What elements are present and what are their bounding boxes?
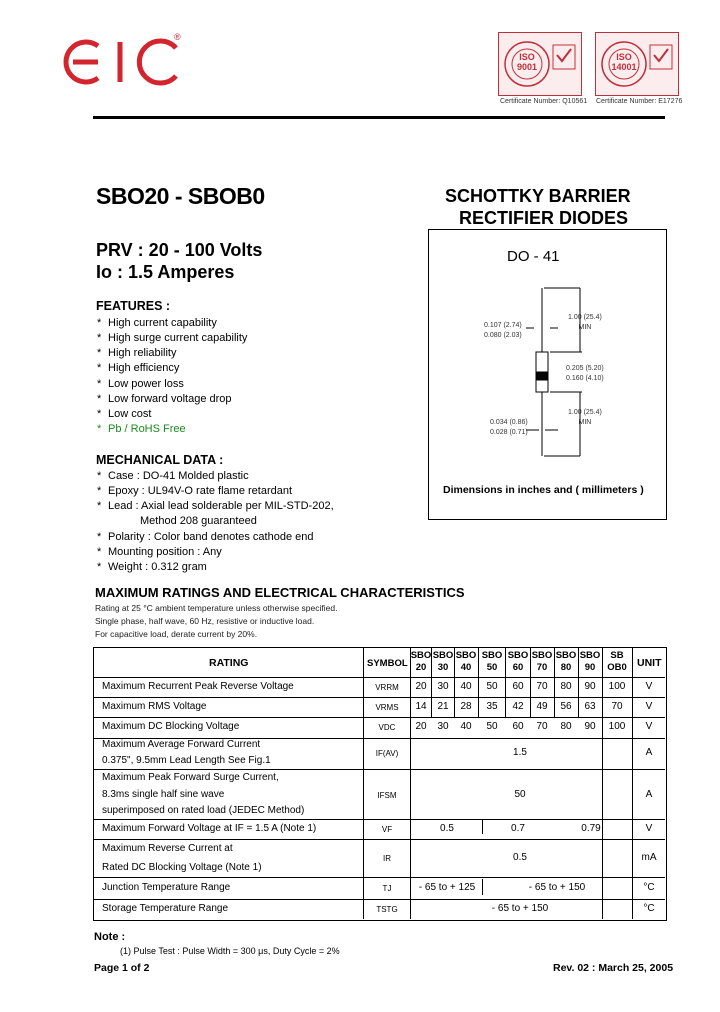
col-header-part: SBO 60: [507, 650, 529, 673]
row-label-tj: Junction Temperature Range: [102, 882, 231, 893]
package-name: DO - 41: [507, 248, 560, 265]
cell: 90: [584, 721, 596, 732]
col-header-rating: RATING: [209, 657, 249, 669]
col-header-part: SBO 20: [410, 650, 432, 673]
row-label-ir: Maximum Reverse Current at: [102, 843, 233, 854]
prv-rating: PRV : 20 - 100 Volts: [96, 240, 263, 260]
cell: 90: [584, 681, 596, 692]
ratings-note: Single phase, half wave, 60 Hz, resistive or inductive load.: [95, 616, 315, 626]
col-header-unit: UNIT: [637, 657, 662, 669]
io-rating: Io : 1.5 Amperes: [96, 262, 235, 282]
mechanical-item: * Polarity : Color band denotes cathode end: [97, 531, 314, 543]
cell: 40: [460, 721, 472, 732]
cell: 49: [536, 701, 548, 712]
symbol-vdc: VDC: [378, 723, 396, 732]
cell: 20: [415, 681, 427, 692]
mechanical-item-continued: Method 208 guaranteed: [140, 515, 257, 527]
dim-body-length: 0.205 (5.20) 0.160 (4.10): [566, 365, 604, 382]
feature-item: * Low forward voltage drop: [97, 393, 232, 405]
feature-item-rohs: * Pb / RoHS Free: [97, 423, 186, 435]
unit-vrms: V: [645, 701, 653, 712]
cell: 80: [560, 681, 572, 692]
note-heading: Note :: [94, 931, 126, 943]
ratings-note: Rating at 25 °C ambient temperature unless otherwise specified.: [95, 603, 338, 613]
col-header-part: SBO 70: [531, 650, 553, 673]
row-label-vdc: Maximum DC Blocking Voltage: [102, 721, 240, 732]
col-header-symbol: SYMBOL: [367, 658, 408, 669]
ratings-note: For capacitive load, derate current by 20%.: [95, 629, 258, 639]
unit-vf: V: [645, 823, 653, 834]
row-label-tstg: Storage Temperature Range: [102, 903, 229, 914]
symbol-ir: IR: [383, 854, 391, 863]
cell: 80: [560, 721, 572, 732]
col-header-part: SBO 80: [555, 650, 577, 673]
do41-diode-drawing: [470, 280, 650, 470]
unit-ifsm: A: [645, 789, 653, 800]
row-label-ifav: Maximum Average Forward Current: [102, 739, 261, 750]
symbol-vrms: VRMS: [375, 703, 399, 712]
revision: Rev. 02 : March 25, 2005: [553, 962, 674, 974]
feature-item: * Low power loss: [97, 378, 184, 390]
feature-item: * High efficiency: [97, 362, 180, 374]
row-label-vrrm: Maximum Recurrent Peak Reverse Voltage: [102, 681, 294, 692]
col-header-part: SBO 90: [579, 650, 601, 673]
cell: 35: [486, 701, 498, 712]
symbol-vf: VF: [381, 825, 393, 834]
mechanical-heading: MECHANICAL DATA :: [96, 453, 224, 467]
cell: 1.5: [513, 747, 527, 758]
cell: 70: [536, 681, 548, 692]
cell: 20: [415, 721, 427, 732]
page-number: Page 1 of 2: [94, 962, 150, 974]
unit-vrrm: V: [645, 681, 653, 692]
symbol-vrrm: VRRM: [375, 683, 399, 692]
cell: - 65 to + 125: [418, 882, 476, 893]
cell: 100: [608, 721, 626, 732]
dim-lead-length-top: 1.00 (25.4) MIN: [568, 314, 602, 331]
symbol-ifsm: IFSM: [377, 791, 397, 800]
iso14001-label: ISO 14001: [611, 52, 637, 72]
cell: 60: [512, 681, 524, 692]
dim-body-diameter: 0.034 (0.86) 0.028 (0.71): [490, 419, 528, 436]
ratings-title: MAXIMUM RATINGS AND ELECTRICAL CHARACTERISTICS: [95, 585, 465, 600]
mechanical-item: * Case : DO-41 Molded plastic: [97, 470, 249, 482]
unit-tstg: °C: [643, 903, 655, 914]
cell: 21: [437, 701, 449, 712]
cell: 42: [512, 701, 524, 712]
col-header-part: SBO 50: [481, 650, 503, 673]
dim-lead-length-bottom: 1.00 (25.4) MIN: [568, 409, 602, 426]
col-header-part: SBO 30: [432, 650, 454, 673]
unit-ifav: A: [645, 747, 653, 758]
product-subtitle-line1: SCHOTTKY BARRIER: [445, 186, 631, 206]
unit-tj: °C: [643, 882, 655, 893]
iso14001-certificate-badge: [595, 32, 679, 96]
row-label-vrms: Maximum RMS Voltage: [102, 701, 207, 712]
row-label-vf: Maximum Forward Voltage at IF = 1.5 A (Note 1): [102, 823, 317, 834]
col-header-part: SB OB0: [607, 650, 627, 673]
feature-item: * High reliability: [97, 347, 177, 359]
iso9001-certificate-number: Certificate Number: Q10561: [500, 98, 588, 105]
cell: 0.5: [440, 823, 454, 834]
cell: 100: [608, 681, 626, 692]
mechanical-item: * Lead : Axial lead solderable per MIL-STD-202,: [97, 500, 334, 512]
feature-item: * High surge current capability: [97, 332, 248, 344]
iso14001-certificate-number: Certificate Number: E17276: [596, 98, 683, 105]
row-label-ir-line2: Rated DC Blocking Voltage (Note 1): [102, 862, 262, 873]
cell: 0.7: [511, 823, 525, 834]
unit-ir: mA: [641, 852, 657, 863]
cell: - 65 to + 150: [528, 882, 586, 893]
row-label-ifsm: Maximum Peak Forward Surge Current,: [102, 772, 279, 783]
cell: 70: [536, 721, 548, 732]
cell: 40: [460, 681, 472, 692]
cell: 30: [437, 721, 449, 732]
features-heading: FEATURES :: [96, 299, 171, 313]
company-logo: [58, 32, 188, 93]
col-header-part: SBO 40: [455, 650, 477, 673]
product-subtitle-line2: RECTIFIER DIODES: [459, 208, 629, 228]
cell: 0.79: [581, 823, 601, 834]
product-title: SBO20 - SBOB0: [96, 183, 265, 209]
mechanical-item: * Weight : 0.312 gram: [97, 561, 207, 573]
unit-vdc: V: [645, 721, 653, 732]
symbol-tj: TJ: [382, 884, 392, 893]
cell: 50: [514, 789, 526, 800]
row-label-ifav-line2: 0.375", 9.5mm Lead Length See Fig.1: [102, 755, 271, 766]
dimensions-note: Dimensions in inches and ( millimeters ): [443, 484, 644, 496]
cell: 30: [437, 681, 449, 692]
row-label-ifsm-line3: superimposed on rated load (JEDEC Method): [102, 805, 305, 816]
cell: 50: [486, 681, 498, 692]
cell: - 65 to + 150: [491, 903, 549, 914]
feature-item: * High current capability: [97, 317, 217, 329]
ratings-table: [93, 647, 667, 921]
note-pulse-test: (1) Pulse Test : Pulse Width = 300 μs, Duty Cycle = 2%: [120, 946, 340, 956]
cell: 28: [460, 701, 472, 712]
mechanical-item: * Epoxy : UL94V-O rate flame retardant: [97, 485, 293, 497]
registered-mark: ®: [174, 32, 181, 42]
symbol-tstg: TSTG: [376, 905, 398, 914]
feature-item: * Low cost: [97, 408, 152, 420]
cell: 63: [584, 701, 596, 712]
symbol-ifav: IF(AV): [375, 749, 399, 758]
iso9001-certificate-badge: [498, 32, 582, 96]
cell: 60: [512, 721, 524, 732]
cell: 70: [611, 701, 623, 712]
mechanical-item: * Mounting position : Any: [97, 546, 222, 558]
cell: 56: [560, 701, 572, 712]
header-divider: [93, 116, 665, 119]
cell: 50: [486, 721, 498, 732]
row-label-ifsm-line2: 8.3ms single half sine wave: [102, 789, 225, 800]
dim-lead-diameter: 0.107 (2.74) 0.080 (2.03): [484, 322, 522, 339]
cell: 14: [415, 701, 427, 712]
cell: 0.5: [513, 852, 527, 863]
iso9001-label: ISO 9001: [516, 52, 538, 72]
